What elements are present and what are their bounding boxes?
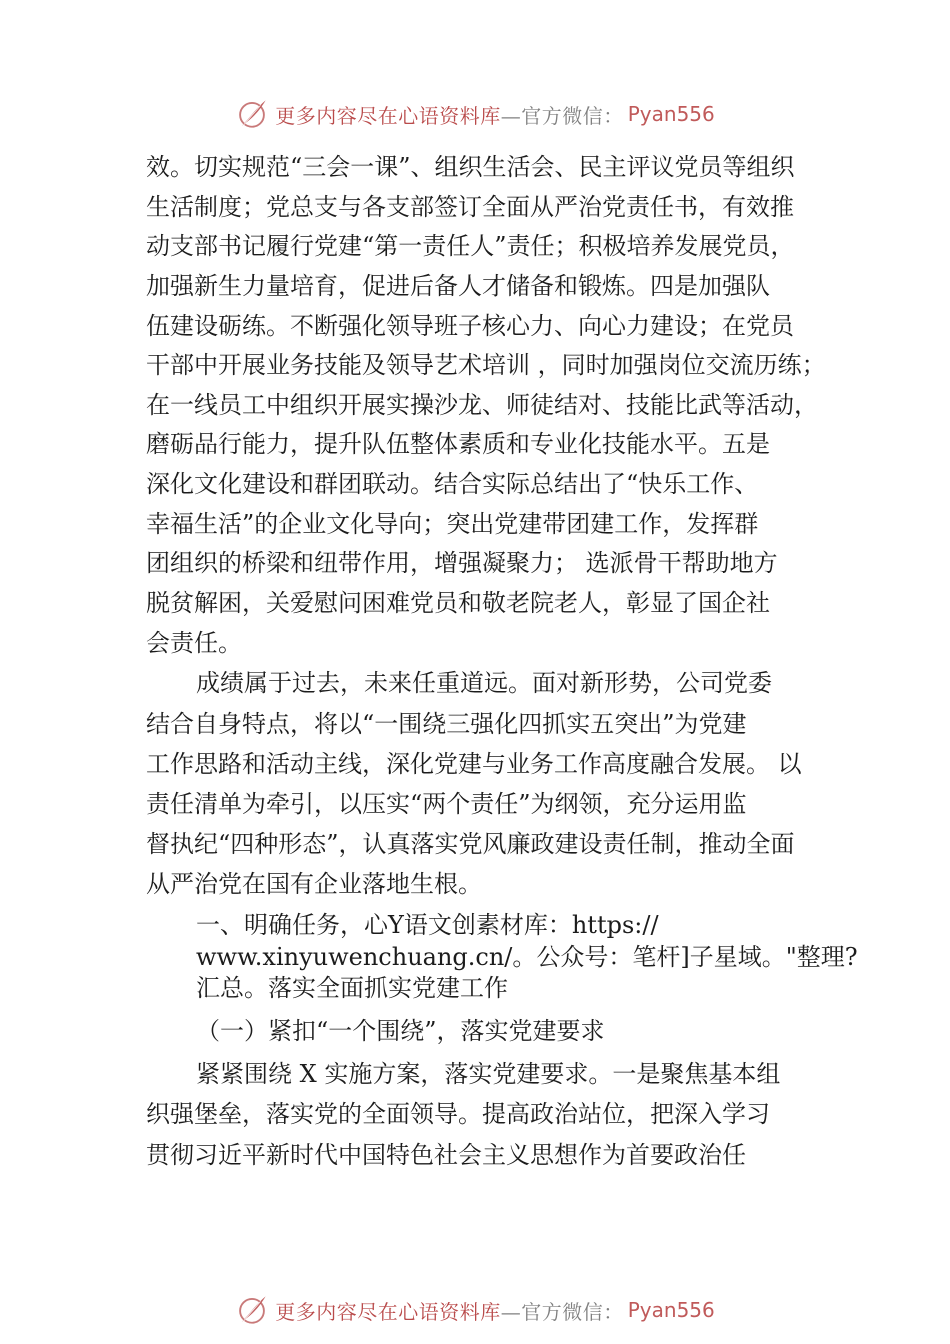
body-line: 工作思路和活动主线，深化党建与业务工作高度融合发展。 以: [146, 750, 802, 778]
body-line: 伍建设砺练。不断强化领导班子核心力、向心力建设；在党员: [146, 312, 794, 340]
body-line: 在一线员工中组织开展实操沙龙、师徒结对、技能比武等活动，: [146, 391, 818, 419]
body-line: 团组织的桥梁和纽带作用，增强凝聚力； 选派骨干帮助地方: [146, 549, 778, 577]
body-line: 生活制度；党总支与各支部签订全面从严治党责任书，有效推: [146, 193, 794, 221]
banner-wechat-id: Pyan556: [627, 1298, 715, 1322]
body-line: 责任清单为牵引，以压实“两个责任”为纲领，充分运用监: [146, 790, 747, 818]
body-line: 磨砺品行能力，提升队伍整体素质和专业化技能水平。五是: [146, 430, 770, 458]
section-heading-line: 汇总。落实全面抓实党建工作: [196, 974, 508, 1002]
body-line: 加强新生力量培育，促进后备人才储备和锻炼。四是加强队: [146, 272, 770, 300]
body-line: 会责任。: [146, 629, 242, 657]
body-line: 织强堡垒，落实党的全面领导。提高政治站位，把深入学习: [146, 1100, 770, 1128]
body-line: 结合自身特点，将以“一围绕三强化四抓实五突出”为党建: [146, 710, 747, 738]
body-line: 幸福生活”的企业文化导向；突出党建带团建工作，发挥群: [146, 510, 759, 538]
subsection-heading: （一）紧扣“一个围绕”，落实党建要求: [196, 1017, 605, 1045]
banner-wechat-id: Pyan556: [627, 102, 715, 126]
body-line: 脱贫解困，关爱慰问困难党员和敬老院老人，彰显了国企社: [146, 589, 770, 617]
body-line: 深化文化建设和群团联动。结合实际总结出了“快乐工作、: [146, 470, 759, 498]
section-heading-line: www.xinyuwenchuang.cn/。公众号：笔杆]子星域。"整理?: [196, 943, 858, 971]
paragraph-first-line: 成绩属于过去，未来任重道远。面对新形势，公司党委: [196, 669, 772, 697]
banner-wechat-label: —官方微信：: [500, 103, 624, 128]
banner-wechat-label: —官方微信：: [500, 1299, 624, 1324]
banner-main-text: 更多内容尽在心语资料库: [275, 1299, 501, 1324]
section-heading-line: 一、明确任务，心Y语文创素材库：https://: [196, 911, 659, 939]
paragraph-first-line: 紧紧围绕 X 实施方案，落实党建要求。一是聚焦基本组: [196, 1060, 781, 1088]
banner-main-text: 更多内容尽在心语资料库: [275, 103, 501, 128]
body-line: 从严治党在国有企业落地生根。: [146, 870, 482, 898]
footer-watermark-banner: [0, 1290, 950, 1330]
body-line: 督执纪“四种形态”，认真落实党风廉政建设责任制，推动全面: [146, 830, 795, 858]
body-line: 干部中开展业务技能及领导艺术培训 ，同时加强岗位交流历练；: [146, 351, 826, 379]
body-line: 贯彻习近平新时代中国特色社会主义思想作为首要政治任: [146, 1141, 746, 1169]
body-line: 动支部书记履行党建“第一责任人”责任；积极培养发展党员，: [146, 232, 795, 260]
body-line: 效。切实规范“三会一课”、组织生活会、民主评议党员等组织: [146, 153, 795, 181]
feather-quill-logo-icon: [235, 1293, 269, 1327]
